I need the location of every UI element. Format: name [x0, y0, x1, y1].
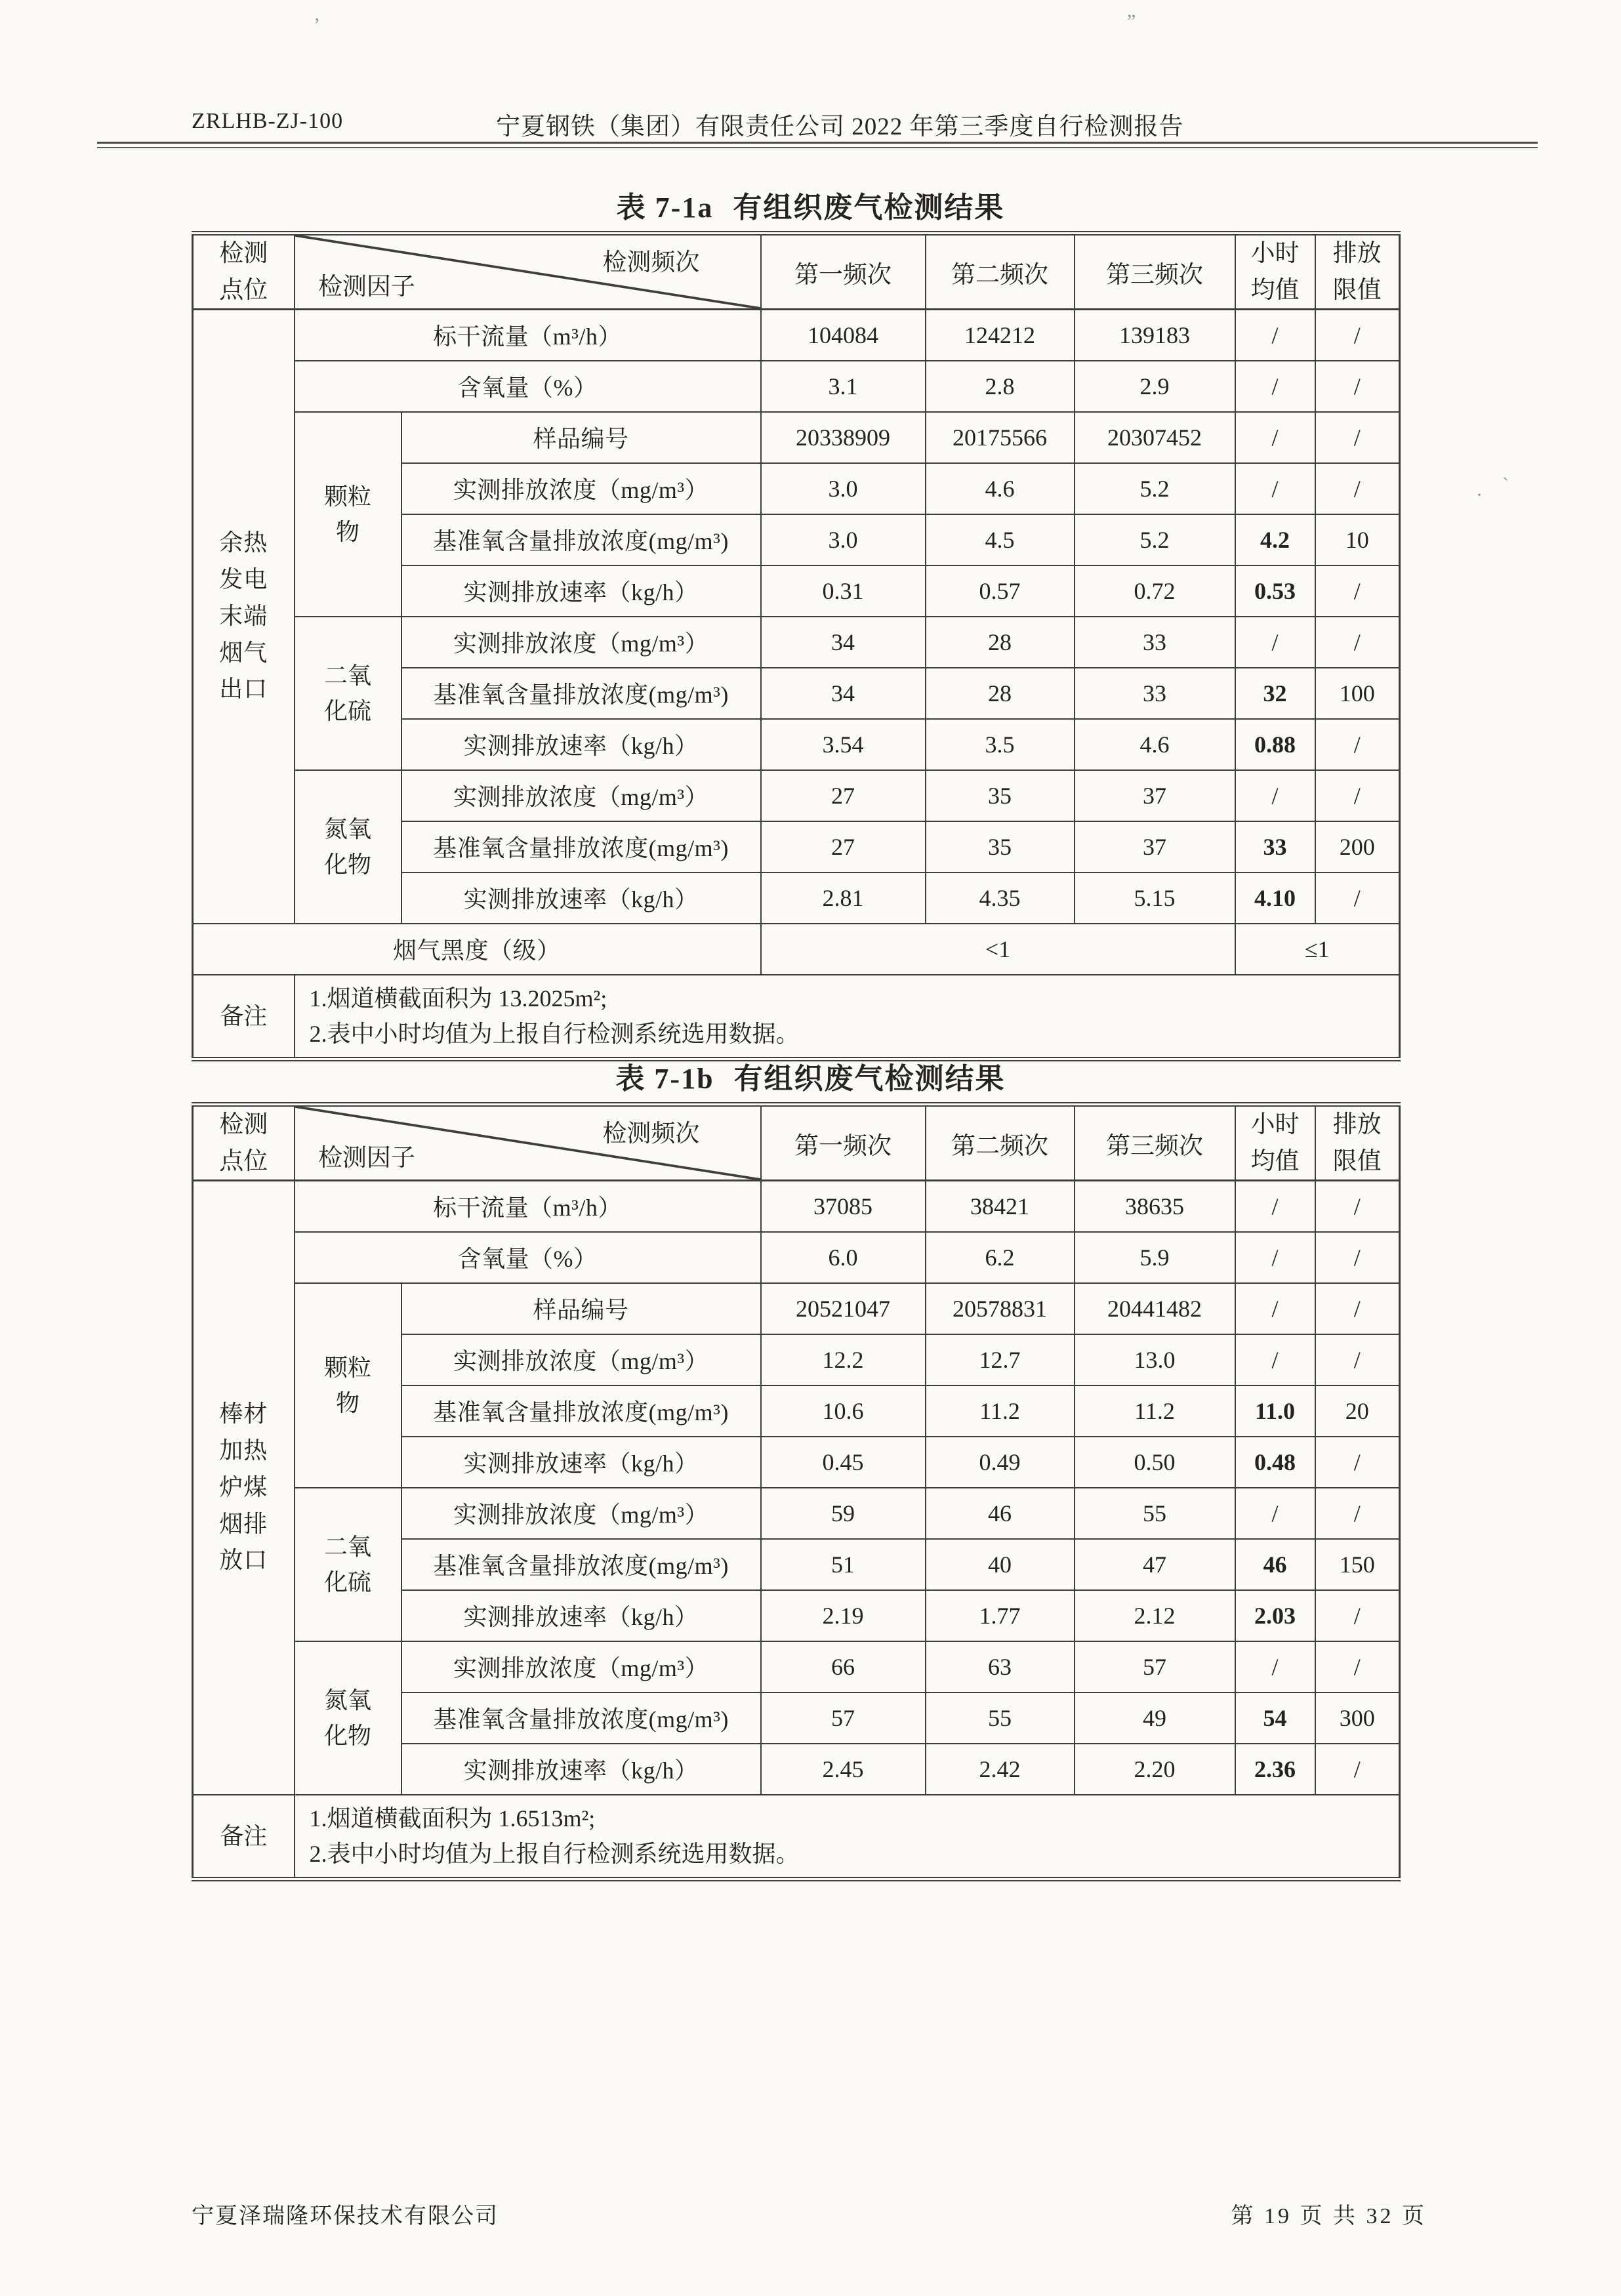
table-b	[192, 1102, 1401, 1881]
row-label: 基准氧含量排放浓度(mg/m³)	[401, 668, 761, 719]
value-cell: 20578831	[926, 1283, 1075, 1334]
value-cell: 5.2	[1075, 514, 1235, 565]
value-cell: 2.42	[926, 1744, 1075, 1795]
table-a-title	[0, 184, 1621, 226]
value-cell: /	[1315, 1334, 1400, 1385]
value-cell: 4.2	[1235, 514, 1315, 565]
value-cell: 1.77	[926, 1590, 1075, 1641]
group-label-so2: 二氧化硫	[295, 617, 401, 770]
row-label: 实测排放速率（kg/h）	[401, 1437, 761, 1488]
value-cell: 27	[761, 821, 926, 872]
header-freq-2: 第二频次	[926, 234, 1075, 310]
value-cell: /	[1315, 872, 1400, 924]
footer-company: 宁夏泽瑞隆环保技术有限公司	[192, 2204, 499, 2228]
value-cell: 4.6	[1075, 719, 1235, 770]
header-freq-1: 第一频次	[761, 234, 926, 310]
note-line: 2.表中小时均值为上报自行检测系统选用数据。	[309, 1020, 800, 1047]
value-cell: 12.7	[926, 1334, 1075, 1385]
scan-speck: ʼ	[314, 14, 320, 36]
value-cell: 4.5	[926, 514, 1075, 565]
header-rule	[97, 142, 1538, 148]
header-diagonal-cell	[295, 234, 761, 310]
header-diagonal-cell	[295, 1105, 761, 1181]
value-cell: /	[1235, 617, 1315, 668]
value-cell-smoke-freq: <1	[761, 924, 1235, 975]
value-cell: 34	[761, 617, 926, 668]
value-cell: /	[1315, 719, 1400, 770]
row-label: 含氧量（%）	[295, 1232, 761, 1283]
row-label: 实测排放速率（kg/h）	[401, 1744, 761, 1795]
value-cell: 32	[1235, 668, 1315, 719]
value-cell: 0.31	[761, 565, 926, 617]
value-cell: /	[1315, 1744, 1400, 1795]
value-cell: /	[1315, 361, 1400, 412]
header-point: 检测点位	[193, 234, 295, 310]
scan-speck: ˏ	[1502, 459, 1509, 481]
value-cell: 10	[1315, 514, 1400, 565]
value-cell: 2.9	[1075, 361, 1235, 412]
value-cell: /	[1315, 1232, 1400, 1283]
value-cell: 37	[1075, 821, 1235, 872]
value-cell: 37	[1075, 770, 1235, 821]
value-cell: 20338909	[761, 412, 926, 463]
value-cell: /	[1235, 1334, 1315, 1385]
value-cell: /	[1315, 463, 1400, 514]
value-cell: 35	[926, 821, 1075, 872]
value-cell: 3.0	[761, 463, 926, 514]
row-label: 标干流量（m³/h）	[295, 310, 761, 361]
value-cell: 0.49	[926, 1437, 1075, 1488]
value-cell: 2.45	[761, 1744, 926, 1795]
value-cell: 2.20	[1075, 1744, 1235, 1795]
value-cell: 104084	[761, 310, 926, 361]
value-cell: 49	[1075, 1692, 1235, 1744]
note-line: 1.烟道横截面积为 13.2025m²;	[309, 985, 607, 1012]
value-cell: 2.36	[1235, 1744, 1315, 1795]
value-cell: 51	[761, 1539, 926, 1590]
header-hour-avg: 小时均值	[1235, 234, 1315, 310]
value-cell: 57	[1075, 1641, 1235, 1692]
value-cell: /	[1315, 1590, 1400, 1641]
value-cell: 33	[1075, 668, 1235, 719]
row-label: 标干流量（m³/h）	[295, 1181, 761, 1232]
value-cell: 3.0	[761, 514, 926, 565]
row-label: 实测排放速率（kg/h）	[401, 872, 761, 924]
value-cell: 2.81	[761, 872, 926, 924]
value-cell: 6.2	[926, 1232, 1075, 1283]
value-cell: /	[1315, 412, 1400, 463]
value-cell: 33	[1075, 617, 1235, 668]
scan-speck: ”	[1127, 10, 1136, 32]
value-cell: /	[1315, 1283, 1400, 1334]
notes-label: 备注	[193, 975, 295, 1059]
value-cell: 28	[926, 668, 1075, 719]
note-line: 1.烟道横截面积为 1.6513m²;	[309, 1805, 596, 1832]
value-cell: 2.03	[1235, 1590, 1315, 1641]
row-label: 实测排放速率（kg/h）	[401, 565, 761, 617]
document-code: ZRLHB-ZJ-100	[192, 109, 344, 133]
value-cell: 11.2	[1075, 1385, 1235, 1437]
value-cell: 55	[1075, 1488, 1235, 1539]
value-cell: /	[1235, 1488, 1315, 1539]
value-cell: 20521047	[761, 1283, 926, 1334]
table-b-title	[0, 1055, 1621, 1097]
value-cell: 4.10	[1235, 872, 1315, 924]
value-cell: 10.6	[761, 1385, 926, 1437]
value-cell: 3.54	[761, 719, 926, 770]
value-cell: /	[1235, 1181, 1315, 1232]
header-freq-2: 第二频次	[926, 1105, 1075, 1181]
group-label-nox: 氮氧化物	[295, 1641, 401, 1795]
value-cell: 13.0	[1075, 1334, 1235, 1385]
table-a	[192, 231, 1401, 1061]
value-cell: 300	[1315, 1692, 1400, 1744]
note-line: 2.表中小时均值为上报自行检测系统选用数据。	[309, 1840, 800, 1867]
value-cell: 55	[926, 1692, 1075, 1744]
value-cell: 33	[1235, 821, 1315, 872]
value-cell: 0.45	[761, 1437, 926, 1488]
value-cell: /	[1315, 1488, 1400, 1539]
value-cell: 34	[761, 668, 926, 719]
value-cell: 2.8	[926, 361, 1075, 412]
value-cell: /	[1235, 310, 1315, 361]
value-cell: 57	[761, 1692, 926, 1744]
value-cell: 20307452	[1075, 412, 1235, 463]
table-a-number: 表 7-1a	[616, 192, 714, 224]
header-freq-1: 第一频次	[761, 1105, 926, 1181]
value-cell: 3.1	[761, 361, 926, 412]
value-cell: 0.88	[1235, 719, 1315, 770]
value-cell: 59	[761, 1488, 926, 1539]
row-label: 实测排放浓度（mg/m³）	[401, 1641, 761, 1692]
notes-content	[295, 1795, 1400, 1879]
group-label-so2: 二氧化硫	[295, 1488, 401, 1641]
value-cell: 27	[761, 770, 926, 821]
value-cell: /	[1315, 1437, 1400, 1488]
scan-speck: ·	[1476, 484, 1483, 506]
value-cell: 0.72	[1075, 565, 1235, 617]
value-cell: /	[1235, 463, 1315, 514]
header-factor-label: 检测因子	[318, 1145, 415, 1172]
row-label: 样品编号	[401, 412, 761, 463]
value-cell: 4.6	[926, 463, 1075, 514]
value-cell: 20	[1315, 1385, 1400, 1437]
value-cell: /	[1315, 310, 1400, 361]
row-label: 基准氧含量排放浓度(mg/m³)	[401, 1692, 761, 1744]
document-header-title: 宁夏钢铁（集团）有限责任公司 2022 年第三季度自行检测报告	[496, 113, 1184, 140]
notes-label: 备注	[193, 1795, 295, 1879]
value-cell: 46	[926, 1488, 1075, 1539]
header-factor-label: 检测因子	[318, 274, 415, 300]
row-label: 样品编号	[401, 1283, 761, 1334]
value-cell: /	[1235, 412, 1315, 463]
header-hour-avg: 小时均值	[1235, 1105, 1315, 1181]
row-label: 实测排放浓度（mg/m³）	[401, 617, 761, 668]
header-limit: 排放限值	[1315, 234, 1400, 310]
value-cell: /	[1315, 617, 1400, 668]
value-cell: /	[1315, 1181, 1400, 1232]
value-cell: 139183	[1075, 310, 1235, 361]
row-label-smoke: 烟气黑度（级）	[193, 924, 761, 975]
value-cell: 6.0	[761, 1232, 926, 1283]
value-cell: 11.2	[926, 1385, 1075, 1437]
value-cell: 38635	[1075, 1181, 1235, 1232]
header-frequency-label: 检测频次	[602, 249, 700, 276]
row-label: 基准氧含量排放浓度(mg/m³)	[401, 821, 761, 872]
value-cell: /	[1315, 770, 1400, 821]
value-cell: 37085	[761, 1181, 926, 1232]
row-label: 基准氧含量排放浓度(mg/m³)	[401, 514, 761, 565]
value-cell: 0.48	[1235, 1437, 1315, 1488]
value-cell-smoke-limit: ≤1	[1235, 924, 1400, 975]
row-label: 实测排放浓度（mg/m³）	[401, 1334, 761, 1385]
table-b-caption: 有组织废气检测结果	[733, 1063, 1006, 1095]
row-label: 实测排放速率（kg/h）	[401, 1590, 761, 1641]
value-cell: /	[1235, 361, 1315, 412]
value-cell: /	[1315, 1641, 1400, 1692]
row-label: 基准氧含量排放浓度(mg/m³)	[401, 1539, 761, 1590]
group-label-pm: 颗粒物	[295, 412, 401, 617]
row-label: 实测排放浓度（mg/m³）	[401, 1488, 761, 1539]
row-label: 实测排放浓度（mg/m³）	[401, 770, 761, 821]
value-cell: 63	[926, 1641, 1075, 1692]
value-cell: 5.9	[1075, 1232, 1235, 1283]
row-label: 实测排放速率（kg/h）	[401, 719, 761, 770]
footer-page-number: 第 19 页 共 32 页	[1231, 2204, 1427, 2228]
value-cell: 100	[1315, 668, 1400, 719]
value-cell: 35	[926, 770, 1075, 821]
row-label: 基准氧含量排放浓度(mg/m³)	[401, 1385, 761, 1437]
value-cell: /	[1235, 1232, 1315, 1283]
value-cell: 40	[926, 1539, 1075, 1590]
value-cell: 0.57	[926, 565, 1075, 617]
value-cell: 20175566	[926, 412, 1075, 463]
value-cell: 28	[926, 617, 1075, 668]
value-cell: 5.15	[1075, 872, 1235, 924]
table-b-number: 表 7-1b	[615, 1063, 714, 1095]
value-cell: 12.2	[761, 1334, 926, 1385]
value-cell: 20441482	[1075, 1283, 1235, 1334]
header-frequency-label: 检测频次	[602, 1120, 700, 1147]
value-cell: 47	[1075, 1539, 1235, 1590]
value-cell: 200	[1315, 821, 1400, 872]
header-point: 检测点位	[193, 1105, 295, 1181]
value-cell: /	[1235, 1283, 1315, 1334]
value-cell: 5.2	[1075, 463, 1235, 514]
table-a-caption: 有组织废气检测结果	[733, 192, 1005, 224]
point-label: 棒材加热炉煤烟排放口	[193, 1181, 295, 1795]
value-cell: 3.5	[926, 719, 1075, 770]
row-label: 实测排放浓度（mg/m³）	[401, 463, 761, 514]
value-cell: 38421	[926, 1181, 1075, 1232]
value-cell: 54	[1235, 1692, 1315, 1744]
point-label: 余热发电末端烟气出口	[193, 310, 295, 924]
value-cell: /	[1235, 770, 1315, 821]
value-cell: /	[1315, 565, 1400, 617]
value-cell: /	[1235, 1641, 1315, 1692]
value-cell: 124212	[926, 310, 1075, 361]
value-cell: 2.12	[1075, 1590, 1235, 1641]
value-cell: 2.19	[761, 1590, 926, 1641]
row-label: 含氧量（%）	[295, 361, 761, 412]
value-cell: 0.53	[1235, 565, 1315, 617]
value-cell: 46	[1235, 1539, 1315, 1590]
value-cell: 0.50	[1075, 1437, 1235, 1488]
header-limit: 排放限值	[1315, 1105, 1400, 1181]
value-cell: 11.0	[1235, 1385, 1315, 1437]
header-freq-3: 第三频次	[1075, 234, 1235, 310]
header-freq-3: 第三频次	[1075, 1105, 1235, 1181]
notes-content	[295, 975, 1400, 1059]
group-label-nox: 氮氧化物	[295, 770, 401, 924]
value-cell: 4.35	[926, 872, 1075, 924]
value-cell: 150	[1315, 1539, 1400, 1590]
group-label-pm: 颗粒物	[295, 1283, 401, 1488]
value-cell: 66	[761, 1641, 926, 1692]
